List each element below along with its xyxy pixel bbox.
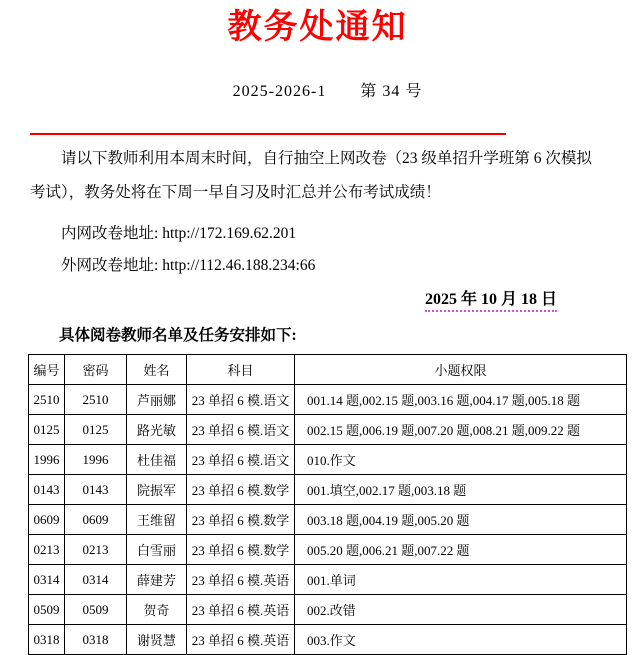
table-cell: 芦丽娜 bbox=[127, 385, 187, 415]
table-cell: 0125 bbox=[29, 415, 65, 445]
table-cell: 贺奇 bbox=[127, 595, 187, 625]
table-caption: 具体阅卷教师名单及任务安排如下: bbox=[59, 327, 297, 344]
table-cell: 23 单招 6 模.英语 bbox=[187, 595, 295, 625]
table-cell: 23 单招 6 模.数学 bbox=[187, 505, 295, 535]
table-cell: 白雪丽 bbox=[127, 535, 187, 565]
table-cell: 0314 bbox=[29, 565, 65, 595]
table-row bbox=[29, 505, 627, 535]
column-header: 科目 bbox=[187, 355, 295, 385]
table-cell: 0213 bbox=[29, 535, 65, 565]
table-header-row bbox=[29, 355, 627, 385]
table-cell: 23 单招 6 模.语文 bbox=[187, 385, 295, 415]
table-cell: 001.14 题,002.15 题,003.16 题,004.17 题,005.18 题 bbox=[295, 385, 627, 415]
table-cell: 003.作文 bbox=[295, 625, 627, 655]
red-divider-line bbox=[30, 133, 506, 135]
table-cell: 002.15 题,006.19 题,007.20 题,008.21 题,009.22 题 bbox=[295, 415, 627, 445]
table-cell: 23 单招 6 模.语文 bbox=[187, 445, 295, 475]
table-row bbox=[29, 475, 627, 505]
table-cell: 院振军 bbox=[127, 475, 187, 505]
table-cell: 0314 bbox=[65, 565, 127, 595]
table-body bbox=[29, 385, 627, 655]
table-cell: 001.填空,002.17 题,003.18 题 bbox=[295, 475, 627, 505]
table-row bbox=[29, 445, 627, 475]
table-cell: 王维留 bbox=[127, 505, 187, 535]
table-cell: 2510 bbox=[29, 385, 65, 415]
intranet-address-url: http://172.169.62.201 bbox=[162, 225, 297, 242]
intranet-address-label: 内网改卷地址: bbox=[61, 225, 163, 242]
grading-assignment-table bbox=[28, 354, 627, 655]
table-cell: 0143 bbox=[29, 475, 65, 505]
table-cell: 23 单招 6 模.语文 bbox=[187, 415, 295, 445]
table-cell: 23 单招 6 模.英语 bbox=[187, 565, 295, 595]
table-cell: 001.单词 bbox=[295, 565, 627, 595]
notice-date: 2025 年 10 月 18 日 bbox=[425, 291, 557, 312]
table-cell: 0143 bbox=[65, 475, 127, 505]
column-header: 姓名 bbox=[127, 355, 187, 385]
intranet-address-line bbox=[30, 218, 635, 250]
table-cell: 杜佳福 bbox=[127, 445, 187, 475]
table-cell: 23 单招 6 模.数学 bbox=[187, 535, 295, 565]
issue-number: 第 34 号 bbox=[360, 83, 423, 100]
internet-address-label: 外网改卷地址: bbox=[61, 257, 163, 274]
internet-address-line bbox=[30, 250, 635, 282]
table-cell: 23 单招 6 模.英语 bbox=[187, 625, 295, 655]
notice-document bbox=[0, 6, 635, 648]
internet-address-url: http://112.46.188.234:66 bbox=[162, 257, 316, 274]
table-row bbox=[29, 385, 627, 415]
table-cell: 005.20 题,006.21 题,007.22 题 bbox=[295, 535, 627, 565]
table-cell: 0609 bbox=[65, 505, 127, 535]
table-cell: 0125 bbox=[65, 415, 127, 445]
table-cell: 0609 bbox=[29, 505, 65, 535]
table-cell: 0213 bbox=[65, 535, 127, 565]
table-cell: 1996 bbox=[29, 445, 65, 475]
table-row bbox=[29, 595, 627, 625]
table-cell: 谢贤慧 bbox=[127, 625, 187, 655]
column-header: 小题权限 bbox=[295, 355, 627, 385]
table-cell: 2510 bbox=[65, 385, 127, 415]
column-header: 密码 bbox=[65, 355, 127, 385]
table-cell: 002.改错 bbox=[295, 595, 627, 625]
table-cell: 003.18 题,004.19 题,005.20 题 bbox=[295, 505, 627, 535]
notice-body-paragraph: 请以下教师利用本周末时间，自行抽空上网改卷（23 级单招升学班第 6 次模拟考试），教务处将在下周一早自习及时汇总并公布考试成绩！ bbox=[30, 150, 592, 201]
column-header: 编号 bbox=[29, 355, 65, 385]
term-text: 2025-2026-1 bbox=[232, 83, 327, 100]
date-line bbox=[0, 286, 557, 309]
table-row bbox=[29, 625, 627, 655]
issue-line bbox=[0, 60, 635, 119]
table-row bbox=[29, 415, 627, 445]
table-row bbox=[29, 535, 627, 565]
notice-title: 教务处通知 bbox=[227, 8, 408, 46]
table-cell: 0509 bbox=[29, 595, 65, 625]
table-cell: 0318 bbox=[65, 625, 127, 655]
table-row bbox=[29, 565, 627, 595]
table-cell: 薛建芳 bbox=[127, 565, 187, 595]
table-cell: 路光敏 bbox=[127, 415, 187, 445]
table-cell: 23 单招 6 模.数学 bbox=[187, 475, 295, 505]
table-cell: 1996 bbox=[65, 445, 127, 475]
table-cell: 010.作文 bbox=[295, 445, 627, 475]
table-cell: 0318 bbox=[29, 625, 65, 655]
table-cell: 0509 bbox=[65, 595, 127, 625]
